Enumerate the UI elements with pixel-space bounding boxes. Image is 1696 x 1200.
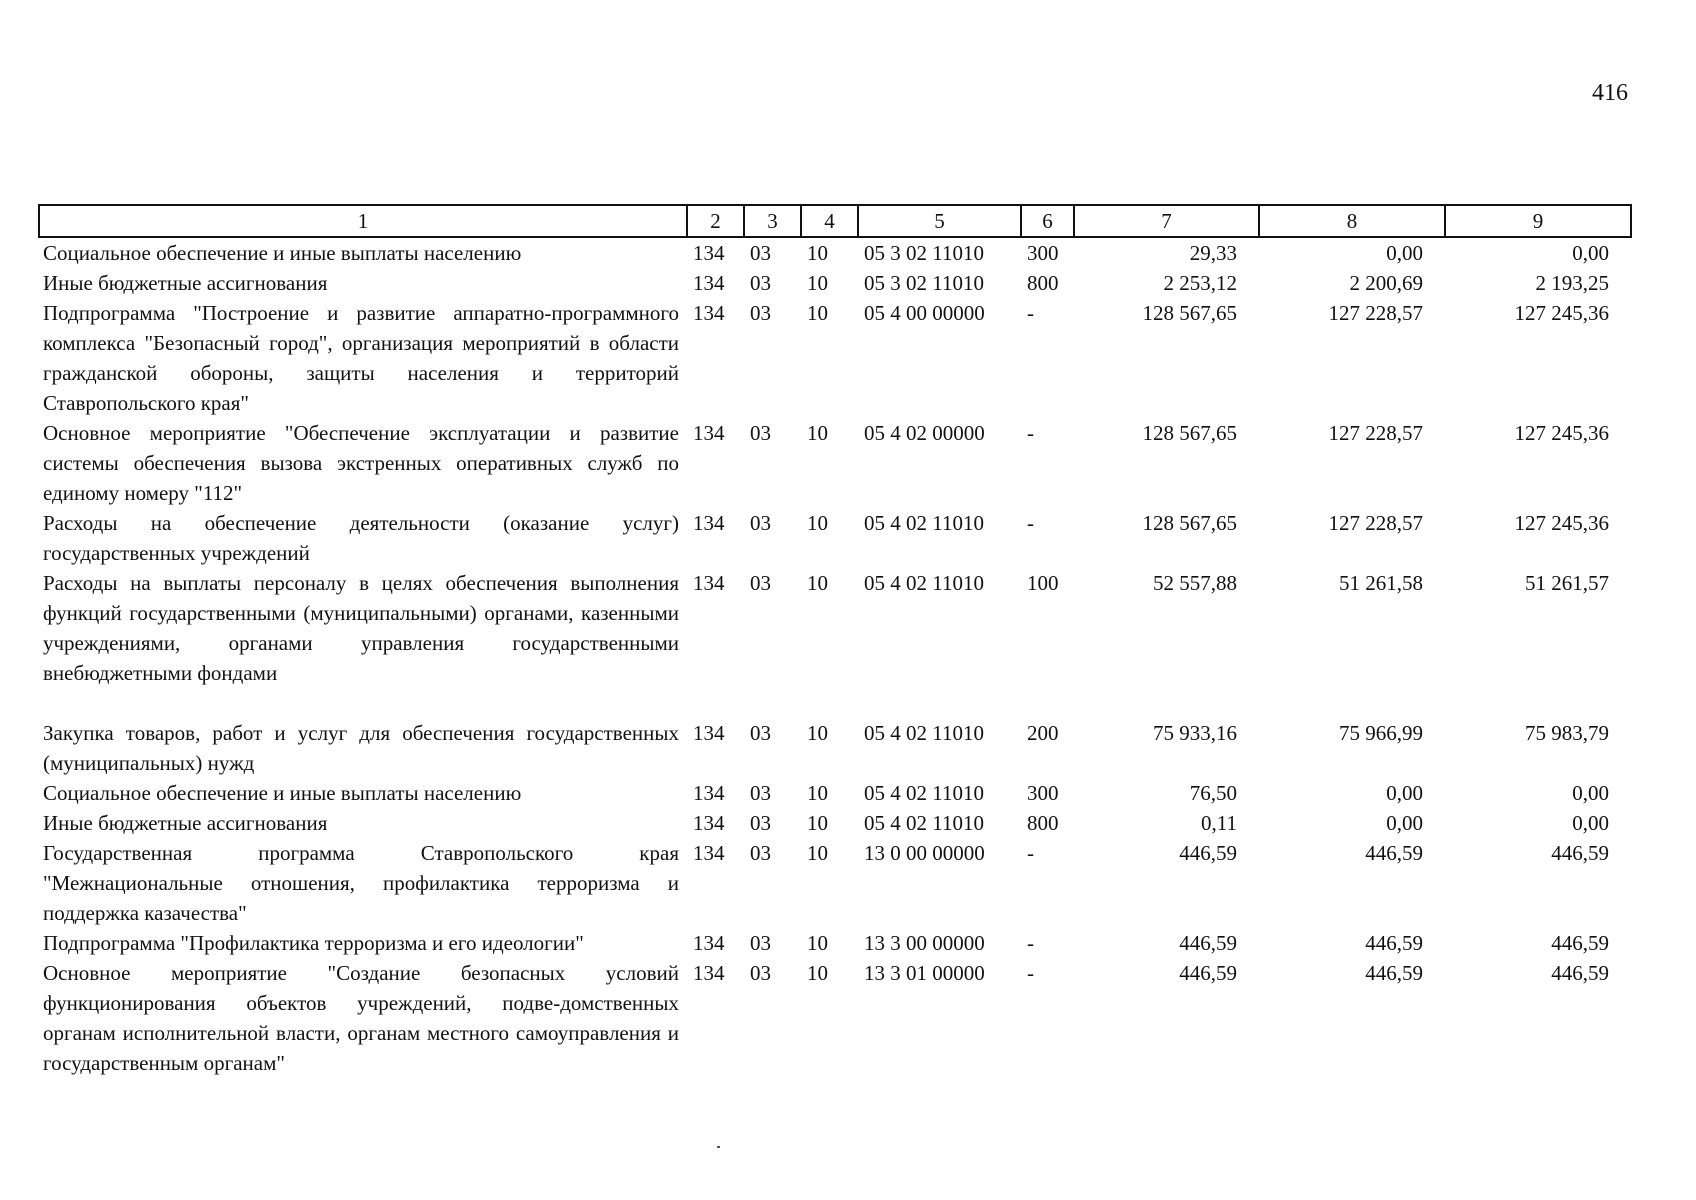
table-row (39, 418, 1631, 508)
row-ministry-code: 134 (693, 421, 725, 445)
row-amount-col9: 0,00 (1572, 781, 1609, 805)
row-expense-type-code: - (1027, 841, 1034, 865)
row-expense-type-code: - (1027, 301, 1034, 325)
row-amount-col9: 127 245,36 (1514, 511, 1609, 535)
row-amount-col9: 2 193,25 (1535, 271, 1609, 295)
row-amount-col8: 127 228,57 (1328, 301, 1423, 325)
row-amount-col7: 2 253,12 (1163, 271, 1237, 295)
row-amount-col8: 127 228,57 (1328, 421, 1423, 445)
row-amount-col9: 446,59 (1551, 961, 1609, 985)
row-subsection-code: 10 (807, 961, 828, 985)
row-amount-col7: 446,59 (1179, 961, 1237, 985)
row-expense-type-code: 800 (1027, 811, 1059, 835)
table-row (39, 237, 1631, 268)
row-amount-col7: 128 567,65 (1142, 511, 1237, 535)
row-name: Закупка товаров, работ и услуг для обеспечения государственных (муниципальных) нужд (43, 721, 679, 775)
row-section-code: 03 (750, 511, 771, 535)
row-amount-col8: 446,59 (1365, 961, 1423, 985)
column-header: 2 (687, 205, 744, 237)
row-name: Социальное обеспечение и иные выплаты населению (43, 241, 522, 265)
row-section-code: 03 (750, 721, 771, 745)
row-amount-col8: 51 261,58 (1339, 571, 1423, 595)
row-amount-col7: 446,59 (1179, 931, 1237, 955)
row-amount-col8: 0,00 (1386, 811, 1423, 835)
row-amount-col8: 0,00 (1386, 241, 1423, 265)
table-body (39, 237, 1631, 1078)
row-amount-col9: 0,00 (1572, 811, 1609, 835)
row-section-code: 03 (750, 781, 771, 805)
row-subsection-code: 10 (807, 421, 828, 445)
row-amount-col9: 51 261,57 (1525, 571, 1609, 595)
row-ministry-code: 134 (693, 511, 725, 535)
row-subsection-code: 10 (807, 781, 828, 805)
row-amount-col7: 75 933,16 (1153, 721, 1237, 745)
row-name: Основное мероприятие "Создание безопасных условий функционирования объектов учреждений, подве-домственных органам исполнительной власти, органам местного самоуправления и государственным органам" (43, 961, 679, 1075)
row-subsection-code: 10 (807, 271, 828, 295)
row-name: Иные бюджетные ассигнования (43, 811, 328, 835)
row-ministry-code: 134 (693, 931, 725, 955)
row-name: Государственная программа Ставропольского края "Межнациональные отношения, профилактика терроризма и поддержка казачества" (43, 841, 679, 925)
row-section-code: 03 (750, 931, 771, 955)
row-ministry-code: 134 (693, 571, 725, 595)
table-row (39, 808, 1631, 838)
row-ministry-code: 134 (693, 811, 725, 835)
row-amount-col9: 446,59 (1551, 931, 1609, 955)
row-name: Подпрограмма "Построение и развитие аппаратно-программного комплекса "Безопасный город", организация мероприятий в области гражданской обороны, защиты населения и территорий Ставропольского края" (43, 301, 679, 415)
column-header: 8 (1259, 205, 1445, 237)
column-header: 7 (1074, 205, 1259, 237)
row-section-code: 03 (750, 271, 771, 295)
row-section-code: 03 (750, 241, 771, 265)
row-section-code: 03 (750, 571, 771, 595)
row-amount-col7: 0,11 (1201, 811, 1237, 835)
row-amount-col7: 76,50 (1189, 781, 1237, 805)
row-amount-col7: 52 557,88 (1153, 571, 1237, 595)
row-expense-type-code: - (1027, 421, 1034, 445)
row-section-code: 03 (750, 421, 771, 445)
row-target-article-code: 05 4 02 11010 (864, 511, 984, 535)
column-header: 5 (858, 205, 1021, 237)
table-row (39, 268, 1631, 298)
row-subsection-code: 10 (807, 721, 828, 745)
row-name: Социальное обеспечение и иные выплаты населению (43, 781, 522, 805)
row-subsection-code: 10 (807, 241, 828, 265)
row-expense-type-code: - (1027, 961, 1034, 985)
row-name: Расходы на выплаты персоналу в целях обеспечения выполнения функций государственными (муниципальными) органами, казенными учреждениями, органами управления государственными внебюджетными фондами (43, 571, 679, 685)
row-name: Подпрограмма "Профилактика терроризма и его идеологии" (43, 931, 584, 955)
row-expense-type-code: 800 (1027, 271, 1059, 295)
column-header: 4 (801, 205, 858, 237)
budget-table (38, 204, 1632, 1078)
row-ministry-code: 134 (693, 961, 725, 985)
scan-speck (717, 1146, 720, 1148)
row-target-article-code: 05 4 02 00000 (864, 421, 985, 445)
row-ministry-code: 134 (693, 781, 725, 805)
column-header: 9 (1445, 205, 1631, 237)
row-amount-col8: 75 966,99 (1339, 721, 1423, 745)
row-section-code: 03 (750, 961, 771, 985)
row-amount-col7: 446,59 (1179, 841, 1237, 865)
row-expense-type-code: - (1027, 931, 1034, 955)
row-amount-col9: 446,59 (1551, 841, 1609, 865)
row-amount-col9: 127 245,36 (1514, 301, 1609, 325)
row-name: Иные бюджетные ассигнования (43, 271, 328, 295)
row-target-article-code: 13 3 00 00000 (864, 931, 985, 955)
row-ministry-code: 134 (693, 301, 725, 325)
row-target-article-code: 05 4 02 11010 (864, 781, 984, 805)
row-amount-col9: 75 983,79 (1525, 721, 1609, 745)
row-expense-type-code: - (1027, 511, 1034, 535)
row-subsection-code: 10 (807, 811, 828, 835)
row-amount-col9: 127 245,36 (1514, 421, 1609, 445)
row-section-code: 03 (750, 301, 771, 325)
row-expense-type-code: 300 (1027, 241, 1059, 265)
table-row (39, 838, 1631, 928)
row-amount-col8: 446,59 (1365, 841, 1423, 865)
row-amount-col8: 2 200,69 (1349, 271, 1423, 295)
row-target-article-code: 13 3 01 00000 (864, 961, 985, 985)
table-row (39, 958, 1631, 1078)
row-target-article-code: 05 3 02 11010 (864, 241, 984, 265)
row-ministry-code: 134 (693, 241, 725, 265)
table-header (39, 205, 1631, 237)
row-subsection-code: 10 (807, 571, 828, 595)
header-row (39, 205, 1631, 237)
row-amount-col7: 128 567,65 (1142, 421, 1237, 445)
column-header: 6 (1021, 205, 1074, 237)
row-amount-col7: 128 567,65 (1142, 301, 1237, 325)
row-amount-col9: 0,00 (1572, 241, 1609, 265)
table-row (39, 298, 1631, 418)
table-row (39, 778, 1631, 808)
row-expense-type-code: 100 (1027, 571, 1059, 595)
row-section-code: 03 (750, 841, 771, 865)
row-subsection-code: 10 (807, 931, 828, 955)
row-expense-type-code: 300 (1027, 781, 1059, 805)
row-target-article-code: 05 4 02 11010 (864, 571, 984, 595)
row-subsection-code: 10 (807, 511, 828, 535)
row-target-article-code: 05 3 02 11010 (864, 271, 984, 295)
row-subsection-code: 10 (807, 841, 828, 865)
row-amount-col7: 29,33 (1189, 241, 1237, 265)
column-header: 3 (744, 205, 801, 237)
row-expense-type-code: 200 (1027, 721, 1059, 745)
page-number: 416 (1592, 80, 1628, 106)
row-section-code: 03 (750, 811, 771, 835)
row-target-article-code: 13 0 00 00000 (864, 841, 985, 865)
row-target-article-code: 05 4 02 11010 (864, 721, 984, 745)
row-amount-col8: 0,00 (1386, 781, 1423, 805)
table-row (39, 568, 1631, 688)
row-subsection-code: 10 (807, 301, 828, 325)
table-row (39, 508, 1631, 568)
row-ministry-code: 134 (693, 721, 725, 745)
table-row (39, 928, 1631, 958)
row-ministry-code: 134 (693, 271, 725, 295)
row-ministry-code: 134 (693, 841, 725, 865)
row-amount-col8: 446,59 (1365, 931, 1423, 955)
row-amount-col8: 127 228,57 (1328, 511, 1423, 535)
row-name: Расходы на обеспечение деятельности (оказание услуг) государственных учреждений (43, 511, 679, 565)
row-target-article-code: 05 4 02 11010 (864, 811, 984, 835)
table-row (39, 688, 1631, 778)
row-name: Основное мероприятие "Обеспечение эксплуатации и развитие системы обеспечения вызова экстренных оперативных служб по единому номеру "112" (43, 421, 679, 505)
row-target-article-code: 05 4 00 00000 (864, 301, 985, 325)
column-header: 1 (39, 205, 687, 237)
